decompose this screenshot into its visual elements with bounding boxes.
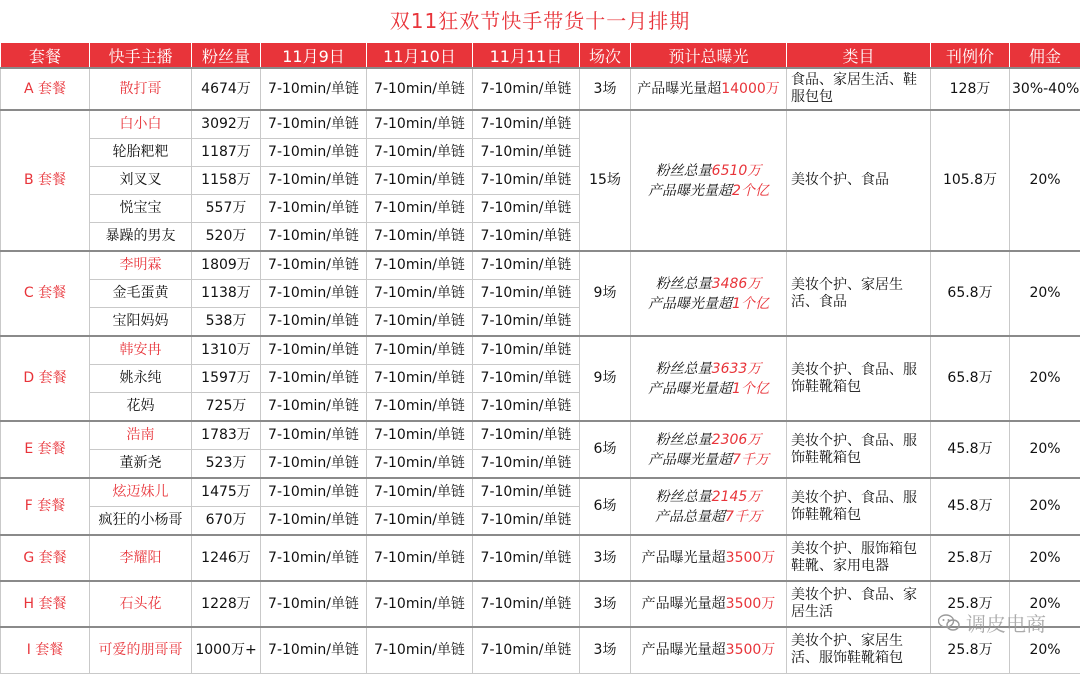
watermark (938, 608, 1046, 637)
slot-nov9: 7-10min/单链 (261, 627, 367, 673)
exposure-value: 2306万 (712, 432, 762, 448)
slot-nov11: 7-10min/单链 (473, 251, 580, 280)
exposure-value: 3500万 (726, 596, 776, 612)
category-cell: 美妆个护、家居生活、食品 (787, 251, 931, 336)
slot-nov9: 7-10min/单链 (261, 167, 367, 195)
table-row (1, 627, 1080, 673)
price-cell: 25.8万 (931, 535, 1010, 581)
slot-nov9: 7-10min/单链 (261, 139, 367, 167)
exposure-label: 粉丝总量 (656, 361, 712, 377)
category-cell: 美妆个护、家居生活、服饰鞋靴箱包 (787, 627, 931, 673)
session-count: 6场 (580, 421, 631, 478)
streamer-name: 白小白 (90, 110, 192, 139)
fans-count: 1310万 (192, 336, 261, 365)
table-row (1, 68, 1080, 110)
exposure-label: 产品曝光量超 (648, 183, 732, 199)
header-cell: 类目 (787, 43, 931, 69)
package-name: D 套餐 (1, 336, 90, 421)
fans-count: 3092万 (192, 110, 261, 139)
category-cell: 美妆个护、食品、服饰鞋靴箱包 (787, 336, 931, 421)
session-count: 9场 (580, 336, 631, 421)
exposure-value: 14000万 (721, 81, 780, 97)
streamer-name: 李明霖 (90, 251, 192, 280)
slot-nov9: 7-10min/单链 (261, 308, 367, 337)
fans-count: 1809万 (192, 251, 261, 280)
slot-nov11: 7-10min/单链 (473, 195, 580, 223)
table-body (1, 68, 1080, 673)
exposure-line (633, 550, 784, 567)
exposure-value: 1个亿 (732, 296, 769, 312)
page-title: 双11狂欢节快手带货十一月排期 (0, 0, 1080, 42)
price-cell: 105.8万 (931, 110, 1010, 251)
package-name: C 套餐 (1, 251, 90, 336)
streamer-name: 宝阳妈妈 (90, 308, 192, 337)
slot-nov11: 7-10min/单链 (473, 478, 580, 507)
fans-count: 1783万 (192, 421, 261, 450)
exposure-cell (631, 251, 787, 336)
fans-count: 1228万 (192, 581, 261, 627)
package-name: A 套餐 (1, 68, 90, 110)
price-cell: 25.8万 (931, 581, 1010, 627)
streamer-name: 韩安冉 (90, 336, 192, 365)
slot-nov9: 7-10min/单链 (261, 223, 367, 252)
slot-nov9: 7-10min/单链 (261, 393, 367, 422)
commission-cell: 20% (1010, 251, 1080, 336)
slot-nov11: 7-10min/单链 (473, 627, 580, 673)
exposure-label: 产品曝光量超 (642, 550, 726, 566)
watermark-text: 调皮电商 (966, 608, 1046, 637)
fans-count: 557万 (192, 195, 261, 223)
exposure-cell (631, 421, 787, 478)
slot-nov9: 7-10min/单链 (261, 478, 367, 507)
slot-nov9: 7-10min/单链 (261, 581, 367, 627)
exposure-value: 3500万 (726, 642, 776, 658)
exposure-cell (631, 581, 787, 627)
table-row (1, 251, 1080, 280)
streamer-name: 姚永纯 (90, 365, 192, 393)
slot-nov10: 7-10min/单链 (367, 110, 473, 139)
header-cell: 11月10日 (367, 43, 473, 69)
exposure-label: 产品曝光量超 (648, 452, 732, 468)
package-name: F 套餐 (1, 478, 90, 535)
slot-nov10: 7-10min/单链 (367, 507, 473, 536)
category-cell: 食品、家居生活、鞋服包包 (787, 68, 931, 110)
slot-nov10: 7-10min/单链 (367, 223, 473, 252)
commission-cell: 20% (1010, 478, 1080, 535)
session-count: 3场 (580, 581, 631, 627)
slot-nov11: 7-10min/单链 (473, 581, 580, 627)
fans-count: 1475万 (192, 478, 261, 507)
exposure-line (633, 274, 784, 294)
fans-count: 670万 (192, 507, 261, 536)
slot-nov9: 7-10min/单链 (261, 365, 367, 393)
fans-count: 1187万 (192, 139, 261, 167)
table-row (1, 421, 1080, 450)
slot-nov11: 7-10min/单链 (473, 68, 580, 110)
slot-nov11: 7-10min/单链 (473, 365, 580, 393)
slot-nov10: 7-10min/单链 (367, 68, 473, 110)
exposure-value: 1个亿 (732, 381, 769, 397)
slot-nov9: 7-10min/单链 (261, 280, 367, 308)
slot-nov9: 7-10min/单链 (261, 336, 367, 365)
slot-nov9: 7-10min/单链 (261, 110, 367, 139)
streamer-name: 轮胎粑粑 (90, 139, 192, 167)
exposure-label: 产品曝光量超 (648, 296, 732, 312)
header-cell: 粉丝量 (192, 43, 261, 69)
exposure-value: 6510万 (712, 163, 762, 179)
slot-nov11: 7-10min/单链 (473, 308, 580, 337)
fans-count: 1138万 (192, 280, 261, 308)
exposure-value: 7千万 (732, 452, 769, 468)
slot-nov9: 7-10min/单链 (261, 507, 367, 536)
exposure-line (633, 596, 784, 613)
exposure-cell (631, 336, 787, 421)
session-count: 6场 (580, 478, 631, 535)
session-count: 3场 (580, 627, 631, 673)
wechat-icon (938, 614, 960, 632)
schedule-table (0, 42, 1080, 674)
exposure-label: 产品总量超 (655, 509, 725, 525)
fans-count: 1597万 (192, 365, 261, 393)
slot-nov10: 7-10min/单链 (367, 581, 473, 627)
fans-count: 1246万 (192, 535, 261, 581)
slot-nov11: 7-10min/单链 (473, 393, 580, 422)
price-cell: 45.8万 (931, 421, 1010, 478)
streamer-name: 可爱的朋哥哥 (90, 627, 192, 673)
exposure-label: 产品曝光量超 (642, 596, 726, 612)
price-cell: 65.8万 (931, 336, 1010, 421)
header-cell: 预计总曝光 (631, 43, 787, 69)
table-row (1, 535, 1080, 581)
fans-count: 538万 (192, 308, 261, 337)
slot-nov9: 7-10min/单链 (261, 251, 367, 280)
exposure-line (633, 487, 784, 507)
streamer-name: 炫迈妹儿 (90, 478, 192, 507)
slot-nov11: 7-10min/单链 (473, 450, 580, 479)
streamer-name: 刘叉叉 (90, 167, 192, 195)
table-row (1, 478, 1080, 507)
exposure-label: 粉丝总量 (656, 489, 712, 505)
price-cell: 25.8万 (931, 627, 1010, 673)
commission-cell: 20% (1010, 581, 1080, 627)
slot-nov10: 7-10min/单链 (367, 308, 473, 337)
exposure-value: 3500万 (726, 550, 776, 566)
package-name: G 套餐 (1, 535, 90, 581)
slot-nov10: 7-10min/单链 (367, 336, 473, 365)
exposure-value: 3633万 (712, 361, 762, 377)
exposure-cell (631, 68, 787, 110)
exposure-label: 产品曝光量超 (637, 81, 721, 97)
package-name: I 套餐 (1, 627, 90, 673)
slot-nov10: 7-10min/单链 (367, 280, 473, 308)
session-count: 15场 (580, 110, 631, 251)
exposure-value: 2个亿 (732, 183, 769, 199)
slot-nov10: 7-10min/单链 (367, 627, 473, 673)
streamer-name: 李耀阳 (90, 535, 192, 581)
slot-nov10: 7-10min/单链 (367, 478, 473, 507)
exposure-line (633, 430, 784, 450)
table-row (1, 336, 1080, 365)
header-cell: 11月11日 (473, 43, 580, 69)
commission-cell: 20% (1010, 336, 1080, 421)
streamer-name: 悦宝宝 (90, 195, 192, 223)
exposure-cell (631, 478, 787, 535)
header-cell: 快手主播 (90, 43, 192, 69)
exposure-line (633, 181, 784, 201)
streamer-name: 金毛蛋黄 (90, 280, 192, 308)
session-count: 3场 (580, 68, 631, 110)
exposure-value: 3486万 (712, 276, 762, 292)
header-row (1, 43, 1080, 69)
streamer-name: 董新尧 (90, 450, 192, 479)
commission-cell: 20% (1010, 535, 1080, 581)
exposure-label: 粉丝总量 (656, 276, 712, 292)
exposure-line (633, 450, 784, 470)
exposure-line (633, 379, 784, 399)
streamer-name: 暴躁的男友 (90, 223, 192, 252)
category-cell: 美妆个护、食品、服饰鞋靴箱包 (787, 478, 931, 535)
fans-count: 1000万+ (192, 627, 261, 673)
exposure-value: 7千万 (725, 509, 762, 525)
slot-nov11: 7-10min/单链 (473, 507, 580, 536)
slot-nov11: 7-10min/单链 (473, 280, 580, 308)
streamer-name: 花妈 (90, 393, 192, 422)
slot-nov11: 7-10min/单链 (473, 110, 580, 139)
exposure-line (633, 507, 784, 527)
exposure-line (633, 642, 784, 659)
slot-nov9: 7-10min/单链 (261, 195, 367, 223)
exposure-value: 2145万 (712, 489, 762, 505)
commission-cell: 20% (1010, 110, 1080, 251)
commission-cell: 20% (1010, 627, 1080, 673)
header-cell: 佣金 (1010, 43, 1080, 69)
slot-nov9: 7-10min/单链 (261, 421, 367, 450)
streamer-name: 石头花 (90, 581, 192, 627)
table-row (1, 581, 1080, 627)
fans-count: 725万 (192, 393, 261, 422)
fans-count: 520万 (192, 223, 261, 252)
slot-nov11: 7-10min/单链 (473, 421, 580, 450)
exposure-label: 粉丝总量 (656, 432, 712, 448)
commission-cell: 30%-40% (1010, 68, 1080, 110)
package-name: B 套餐 (1, 110, 90, 251)
slot-nov10: 7-10min/单链 (367, 251, 473, 280)
slot-nov10: 7-10min/单链 (367, 195, 473, 223)
slot-nov10: 7-10min/单链 (367, 421, 473, 450)
header-cell: 11月9日 (261, 43, 367, 69)
slot-nov10: 7-10min/单链 (367, 139, 473, 167)
price-cell: 45.8万 (931, 478, 1010, 535)
slot-nov10: 7-10min/单链 (367, 450, 473, 479)
exposure-label: 粉丝总量 (656, 163, 712, 179)
slot-nov10: 7-10min/单链 (367, 535, 473, 581)
exposure-line (633, 81, 784, 98)
exposure-line (633, 359, 784, 379)
exposure-cell (631, 535, 787, 581)
category-cell: 美妆个护、食品 (787, 110, 931, 251)
slot-nov9: 7-10min/单链 (261, 450, 367, 479)
streamer-name: 疯狂的小杨哥 (90, 507, 192, 536)
fans-count: 4674万 (192, 68, 261, 110)
slot-nov10: 7-10min/单链 (367, 393, 473, 422)
fans-count: 1158万 (192, 167, 261, 195)
header-cell: 刊例价 (931, 43, 1010, 69)
streamer-name: 浩南 (90, 421, 192, 450)
category-cell: 美妆个护、食品、服饰鞋靴箱包 (787, 421, 931, 478)
slot-nov9: 7-10min/单链 (261, 68, 367, 110)
fans-count: 523万 (192, 450, 261, 479)
table-row (1, 110, 1080, 139)
streamer-name: 散打哥 (90, 68, 192, 110)
slot-nov10: 7-10min/单链 (367, 365, 473, 393)
exposure-label: 产品曝光量超 (642, 642, 726, 658)
header-cell: 套餐 (1, 43, 90, 69)
category-cell: 美妆个护、食品、家居生活 (787, 581, 931, 627)
session-count: 9场 (580, 251, 631, 336)
price-cell: 65.8万 (931, 251, 1010, 336)
package-name: H 套餐 (1, 581, 90, 627)
slot-nov9: 7-10min/单链 (261, 535, 367, 581)
session-count: 3场 (580, 535, 631, 581)
price-cell: 128万 (931, 68, 1010, 110)
header-cell: 场次 (580, 43, 631, 69)
slot-nov10: 7-10min/单链 (367, 167, 473, 195)
category-cell: 美妆个护、服饰箱包鞋靴、家用电器 (787, 535, 931, 581)
exposure-cell (631, 627, 787, 673)
exposure-cell (631, 110, 787, 251)
slot-nov11: 7-10min/单链 (473, 139, 580, 167)
slot-nov11: 7-10min/单链 (473, 535, 580, 581)
commission-cell: 20% (1010, 421, 1080, 478)
slot-nov11: 7-10min/单链 (473, 167, 580, 195)
exposure-line (633, 161, 784, 181)
exposure-label: 产品曝光量超 (648, 381, 732, 397)
slot-nov11: 7-10min/单链 (473, 223, 580, 252)
slot-nov11: 7-10min/单链 (473, 336, 580, 365)
package-name: E 套餐 (1, 421, 90, 478)
exposure-line (633, 294, 784, 314)
